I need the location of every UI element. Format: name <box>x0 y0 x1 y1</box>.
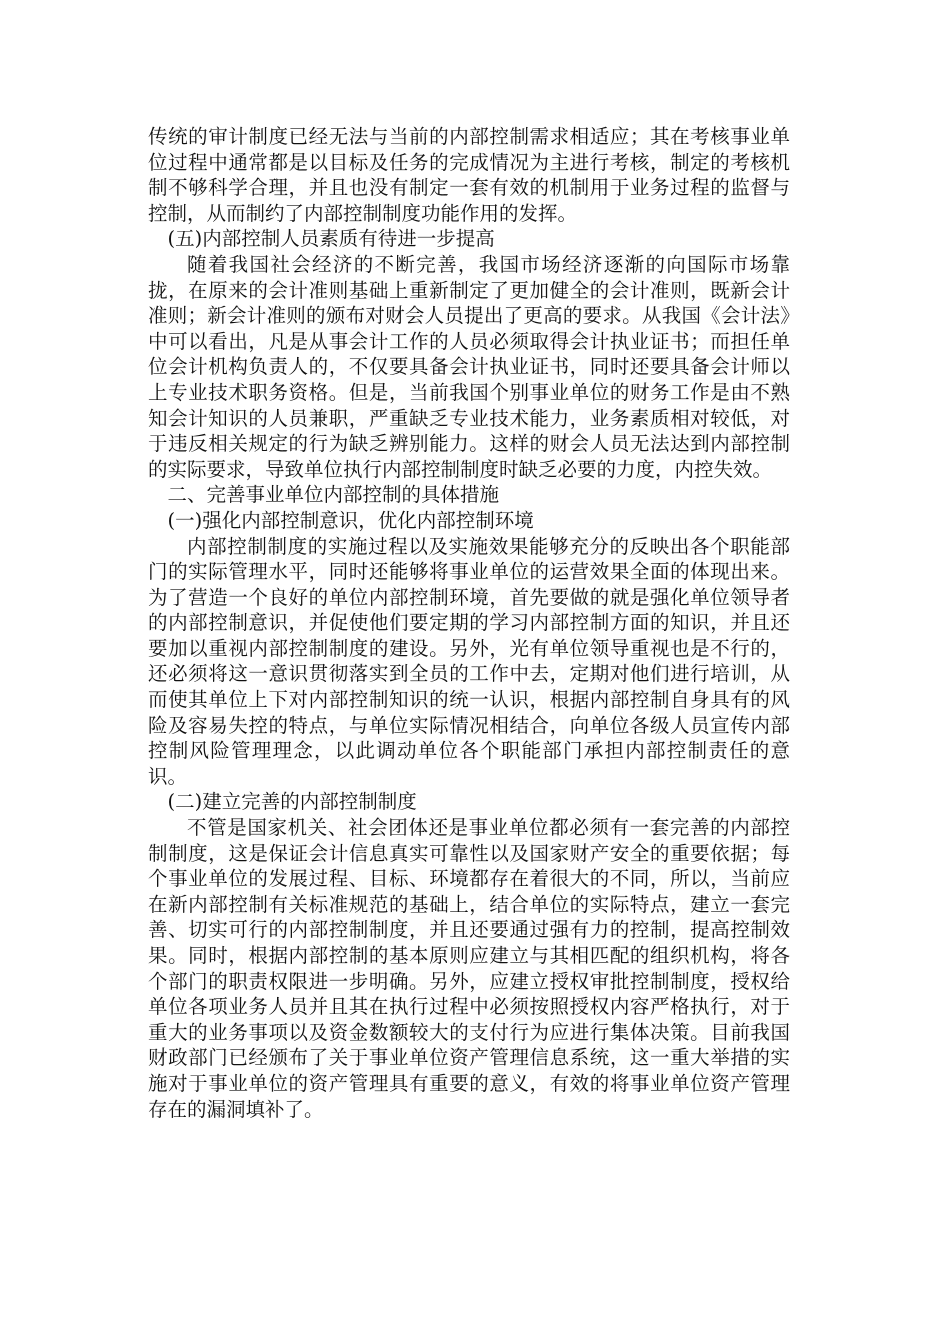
paragraph-intro: 传统的审计制度已经无法与当前的内部控制需求相适应；其在考核事业单位过程中通常都是以目标及任务的完成情况为主进行考核，制定的考核机制不够科学合理，并且也没有制定一套有效的机制用于业务过程的监督与控制，从而制约了内部控制制度功能作用的发挥。 <box>148 125 790 225</box>
section-heading-1: (一)强化内部控制意识，优化内部控制环境 <box>167 508 534 532</box>
document-body <box>148 124 790 1122</box>
chapter-heading-2: 二、完善事业单位内部控制的具体措施 <box>167 483 500 507</box>
paragraph-control-awareness: 内部控制制度的实施过程以及实施效果能够充分的反映出各个职能部门的实际管理水平，同时还能够将事业单位的运营效果全面的体现出来。为了营造一个良好的单位内部控制环境，首先要做的就是强化单位领导者的内部控制意识，并促使他们要定期的学习内部控制方面的知识，并且还要加以重视内部控制制度的建设。另外，光有单位领导重视也是不行的，还必须将这一意识贯彻落实到全员的工作中去，定期对他们进行培训，从而使其单位上下对内部控制知识的统一认识，根据内部控制自身具有的风险及容易失控的特点，与单位实际情况相结合，向单位各级人员宣传内部控制风险管理理念，以此调动单位各个职能部门承担内部控制责任的意识。 <box>148 534 790 788</box>
section-heading-5: (五)内部控制人员素质有待进一步提高 <box>167 227 495 251</box>
section-heading-2: (二)建立完善的内部控制制度 <box>167 790 417 814</box>
paragraph-staff-quality: 随着我国社会经济的不断完善，我国市场经济逐渐的向国际市场靠拢，在原来的会计准则基础上重新制定了更加健全的会计准则，既新会计准则；新会计准则的颁布对财会人员提出了更高的要求。从我国《会计法》中可以看出，凡是从事会计工作的人员必须取得会计执业证书；而担任单位会计机构负责人的，不仅要具备会计执业证书，同时还要具备会计师以上专业技术职务资格。但是，当前我国个别事业单位的财务工作是由不熟知会计知识的人员兼职，严重缺乏专业技术能力，业务素质相对较低，对于违反相关规定的行为缺乏辨别能力。这样的财会人员无法达到内部控制的实际要求，导致单位执行内部控制制度时缺乏必要的力度，内控失效。 <box>148 252 790 481</box>
paragraph-control-system: 不管是国家机关、社会团体还是事业单位都必须有一套完善的内部控制制度，这是保证会计信息真实可靠性以及国家财产安全的重要依据；每个事业单位的发展过程、目标、环境都存在着很大的不同，所以，当前应在新内部控制有关标准规范的基础上，结合单位的实际特点，建立一套完善、切实可行的内部控制制度，并且还要通过强有力的控制，提高控制效果。同时，根据内部控制的基本原则应建立与其相匹配的组织机构，将各个部门的职责权限进一步明确。另外，应建立授权审批控制制度，授权给单位各项业务人员并且其在执行过程中必须按照授权内容严格执行，对于重大的业务事项以及资金数额较大的支付行为应进行集体决策。目前我国财政部门已经颁布了关于事业单位资产管理信息系统，这一重大举措的实施对于事业单位的资产管理具有重要的意义，有效的将事业单位资产管理存在的漏洞填补了。 <box>148 816 790 1121</box>
